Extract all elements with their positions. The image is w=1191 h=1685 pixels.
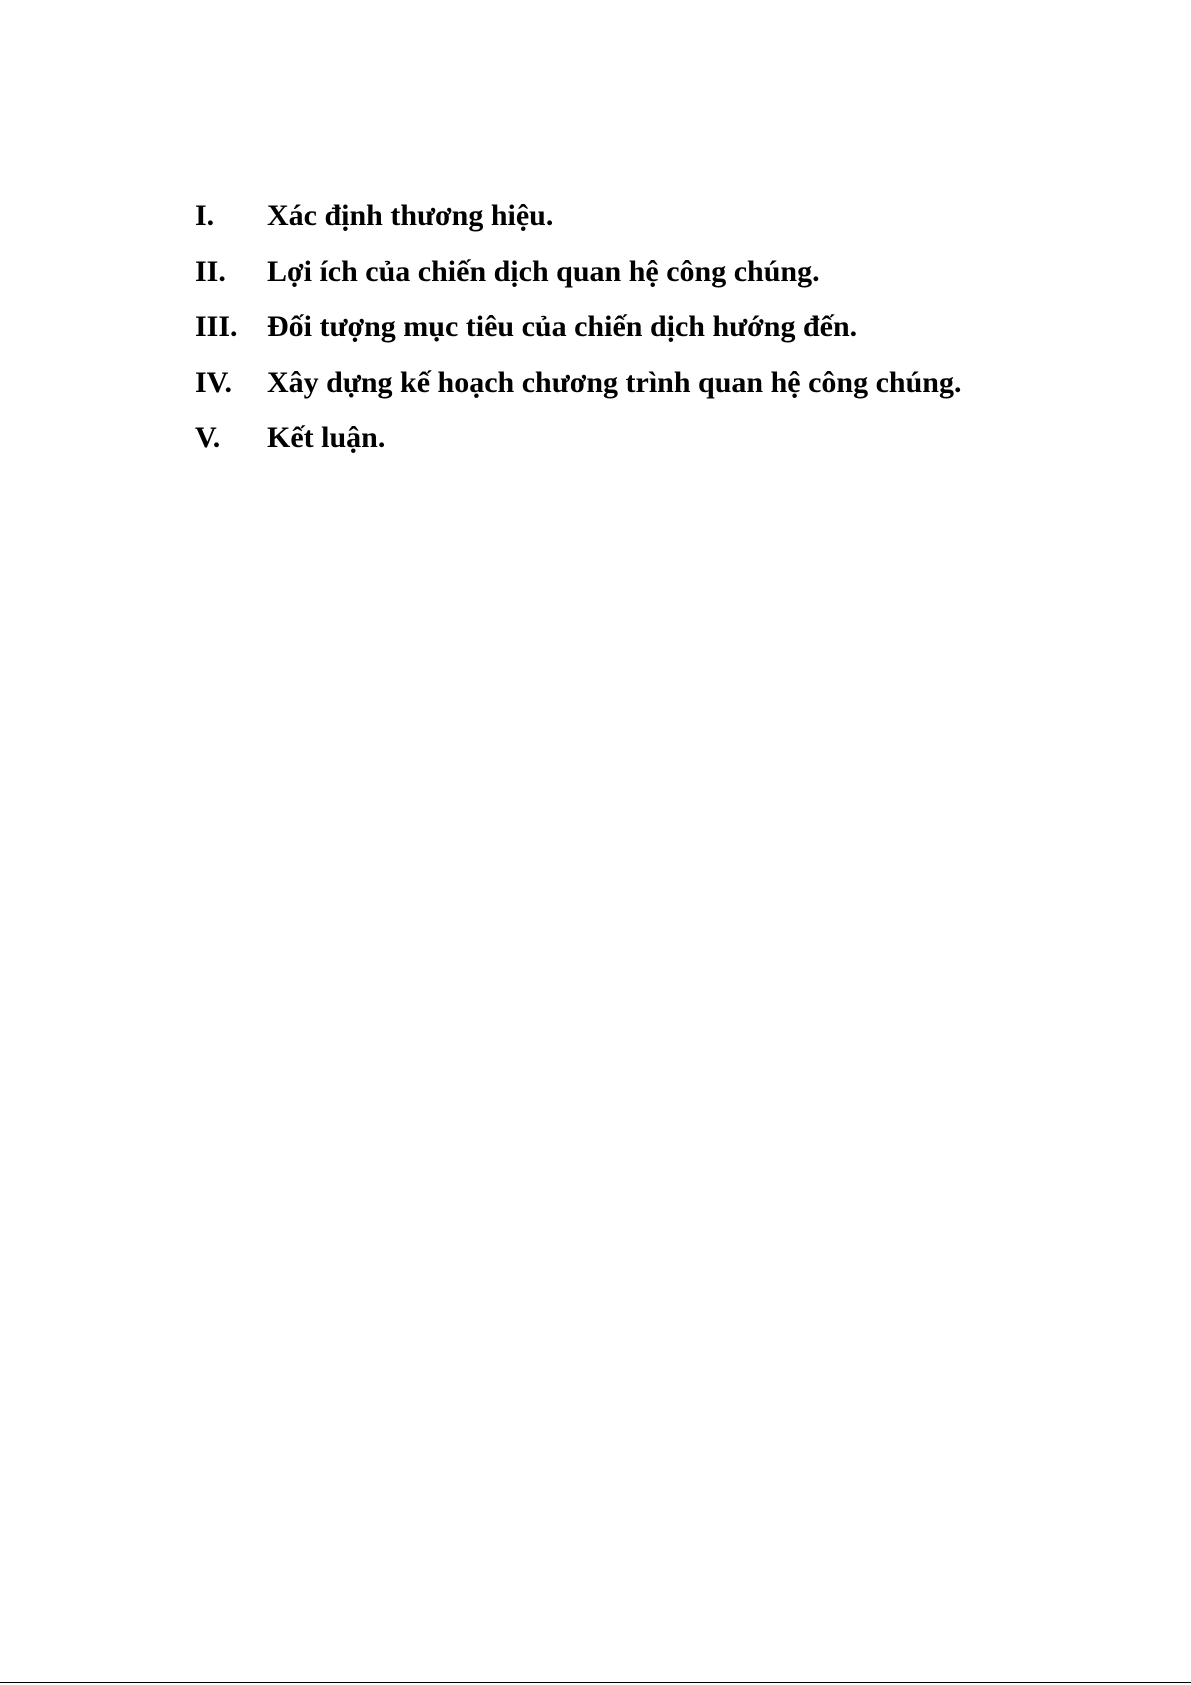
outline-numeral: IV. (195, 365, 232, 399)
outline-item-text: Kết luận. (267, 421, 386, 454)
outline-numeral: V. (195, 421, 221, 454)
page-bottom-rule (0, 1682, 1191, 1683)
outline-item-text: Xây dựng kế hoạch chương trình quan hệ công chúng. (267, 365, 962, 399)
outline-numeral: I. (195, 199, 215, 232)
outline-item-text: Lợi ích của chiến dịch quan hệ công chúng. (267, 254, 820, 288)
outline-numeral: II. (195, 254, 226, 288)
outline-item-text: Xác định thương hiệu. (267, 199, 554, 232)
outline-item-text: Đối tượng mục tiêu của chiến dịch hướng đến. (267, 310, 858, 343)
outline-numeral: III. (195, 310, 238, 343)
